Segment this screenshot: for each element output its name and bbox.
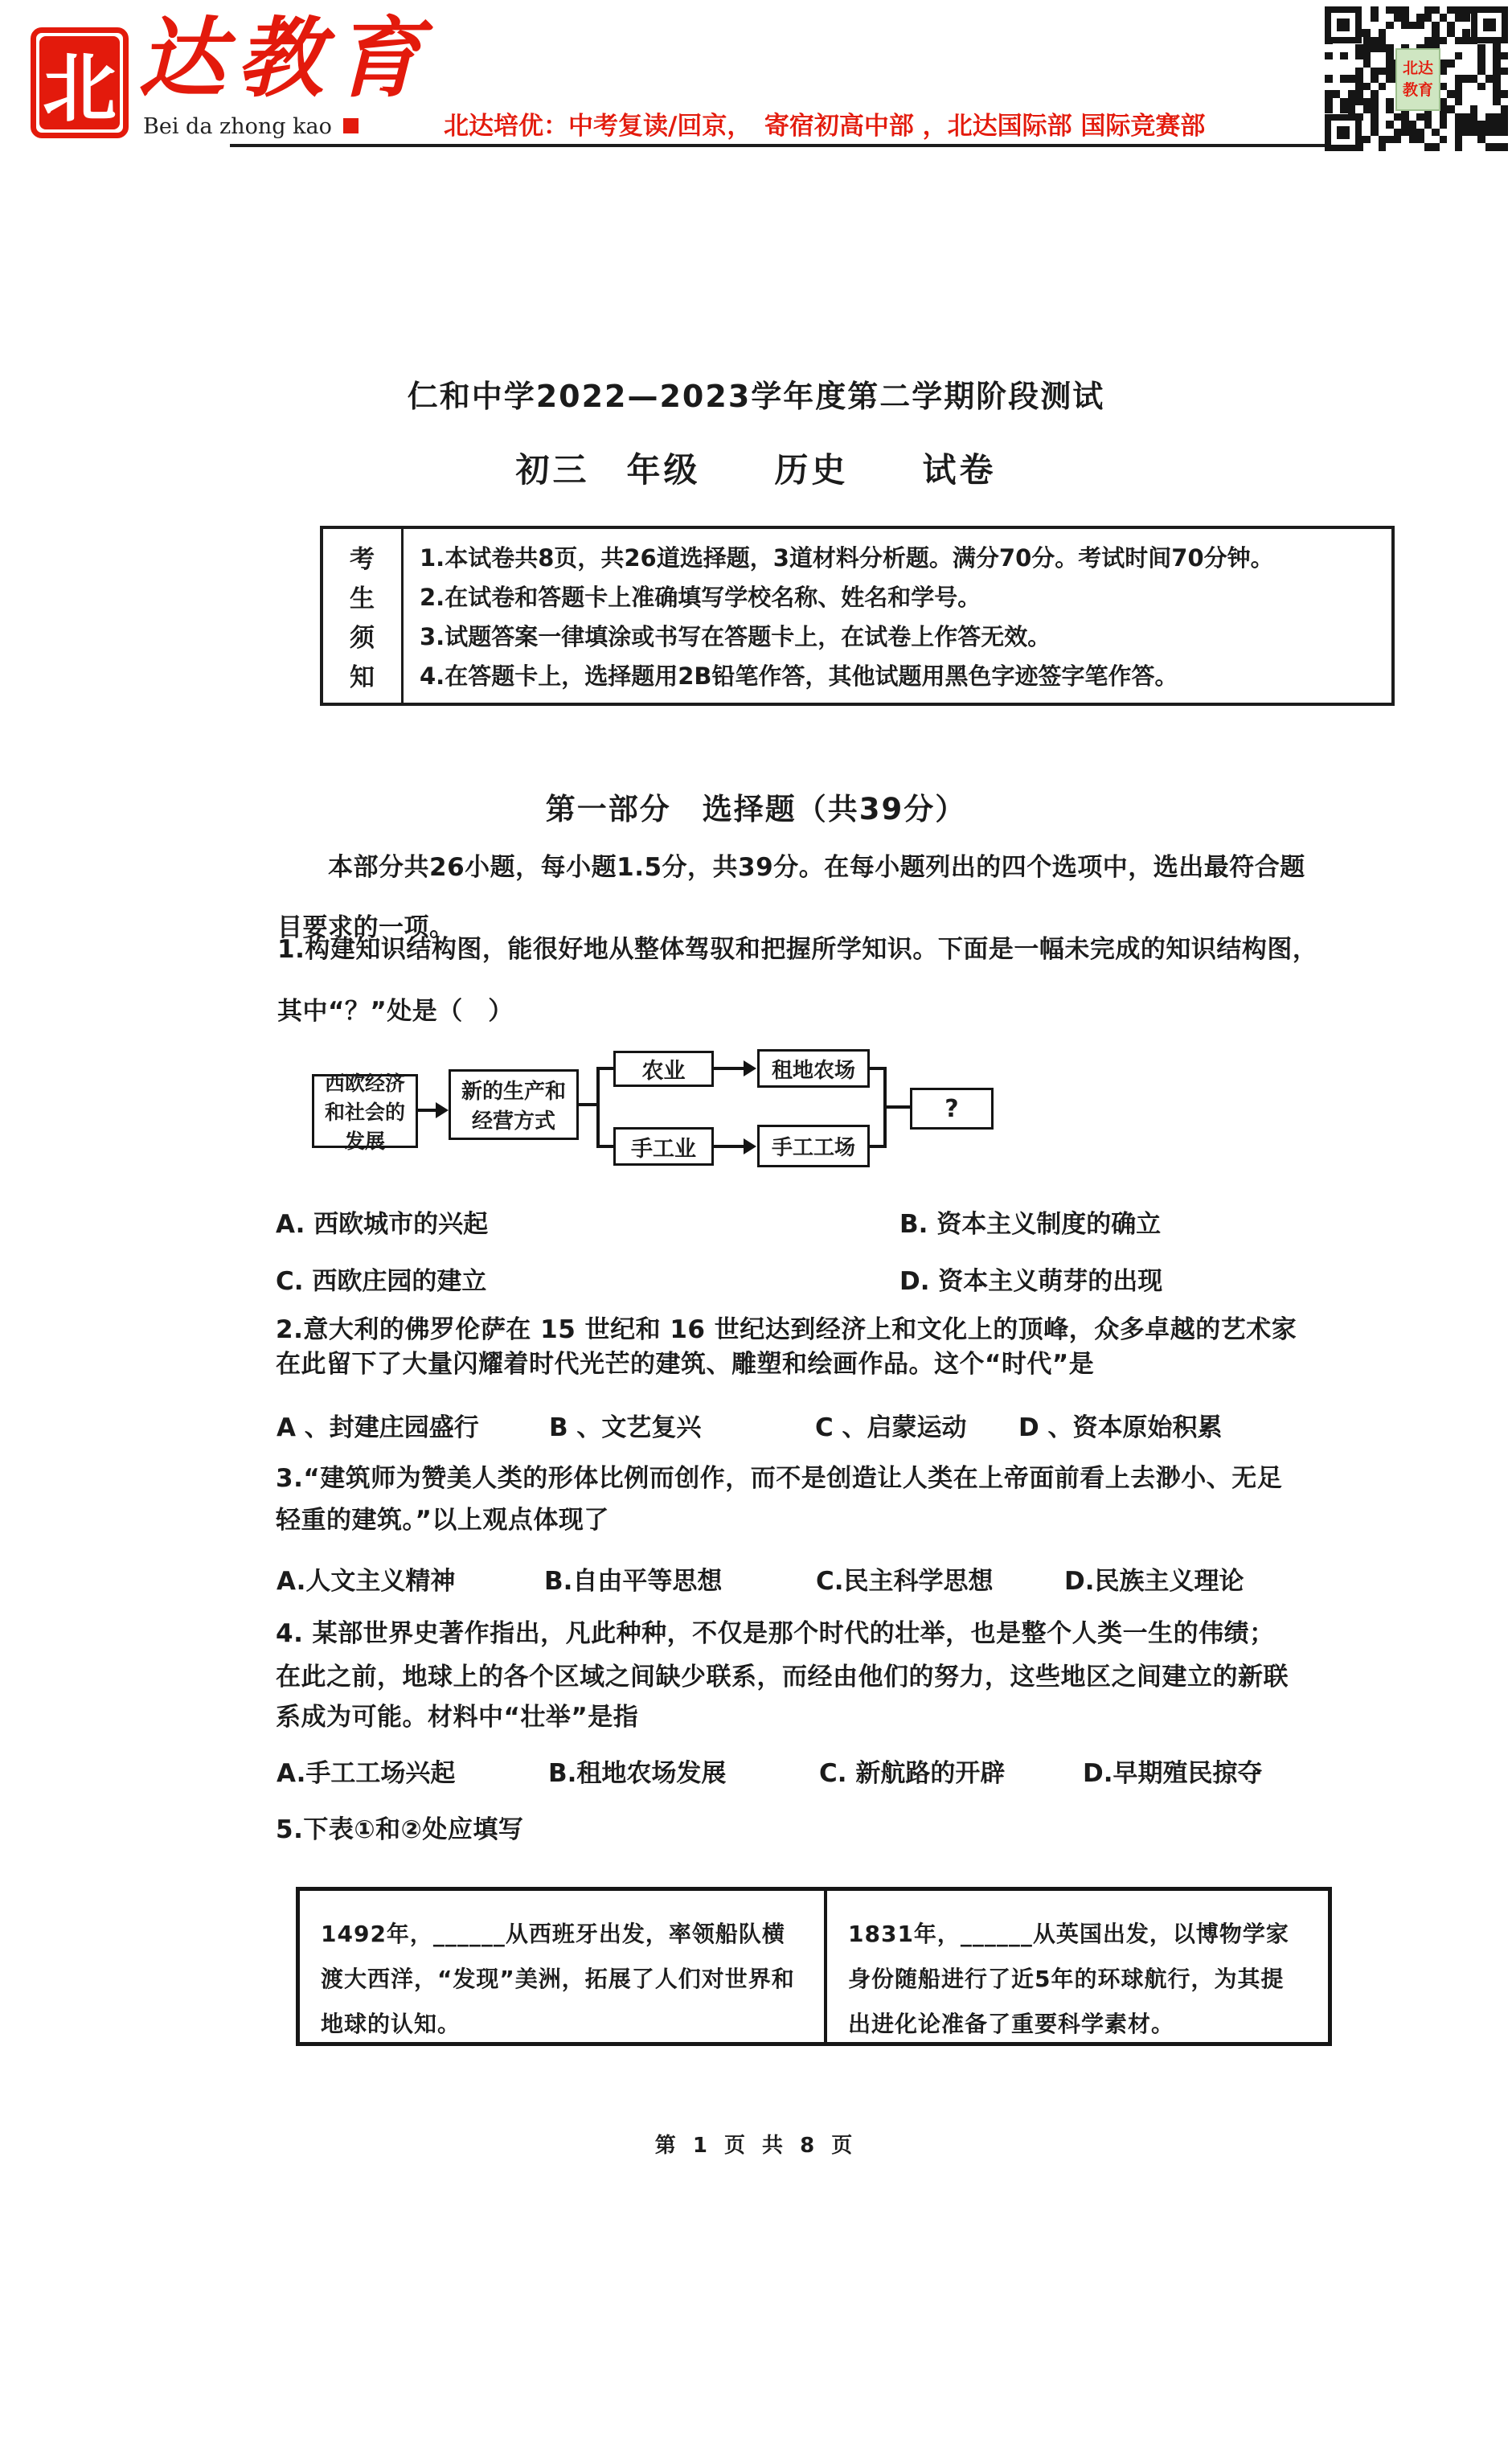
qr-module: [1455, 75, 1463, 82]
qr-module: [1355, 90, 1363, 97]
qr-module: [1493, 90, 1501, 97]
diagram-connector: [596, 1067, 613, 1070]
qr-module: [1470, 113, 1478, 121]
qr-module: [1455, 52, 1463, 59]
diagram-connector: [887, 1105, 910, 1109]
qr-module: [1477, 136, 1485, 143]
qr-module: [1485, 75, 1494, 82]
qr-module: [1363, 83, 1371, 90]
qr-module: [1386, 52, 1394, 59]
qr-module: [1379, 136, 1387, 143]
qr-module: [1348, 75, 1356, 82]
q2-option-b: B 、文艺复兴: [549, 1413, 702, 1442]
qr-module: [1501, 129, 1509, 136]
qr-module: [1394, 129, 1402, 136]
q3-option-b: B.自由平等思想: [544, 1567, 723, 1596]
q5-table-cell-darwin: 1831年，______从英国出发，以博物学家身份随船进行了近5年的环球航行，为其提出进化论准备了重要科学素材。: [848, 1921, 1289, 2037]
q3-option-d: D.民族主义理论: [1064, 1567, 1244, 1596]
qr-module: [1493, 52, 1501, 59]
qr-module: [1409, 22, 1417, 29]
qr-module: [1501, 105, 1509, 113]
qr-module: [1455, 90, 1463, 97]
diagram-connector: [579, 1103, 596, 1106]
header-divider: [230, 144, 1407, 147]
qr-module: [1432, 29, 1440, 36]
qr-module: [1371, 90, 1379, 97]
q5-table: [296, 1887, 1332, 2046]
qr-module: [1432, 129, 1440, 136]
qr-module: [1432, 6, 1440, 14]
qr-module: [1371, 98, 1379, 105]
section-intro-line1: 本部分共26小题，每小题1.5分，共39分。在每小题列出的四个选项中，选出最符合题: [328, 853, 1305, 882]
qr-module: [1462, 113, 1470, 121]
q1-stem-line2: 其中“？”处是（ ）: [277, 997, 514, 1026]
qr-finder-pattern: [1325, 114, 1362, 151]
qr-module: [1355, 44, 1363, 51]
notice-side-label: [323, 529, 404, 703]
section-heading: 第一部分 选择题（共39分）: [545, 792, 967, 826]
q2-stem-line2: 在此留下了大量闪耀着时代光芒的建筑、雕塑和绘画作品。这个“时代”是: [276, 1350, 1095, 1379]
logo-latin-subtitle: [143, 114, 359, 139]
qr-module: [1386, 75, 1394, 82]
qr-module: [1371, 105, 1379, 113]
qr-module: [1440, 37, 1448, 44]
qr-module: [1401, 129, 1409, 136]
exam-title: 仁和中学2022—2023学年度第二学期阶段测试: [407, 379, 1105, 414]
qr-module: [1424, 143, 1432, 150]
q3-option-c: C.民主科学思想: [816, 1567, 994, 1596]
qr-module: [1470, 105, 1478, 113]
diagram-connector: [596, 1067, 600, 1148]
qr-module: [1493, 129, 1501, 136]
qr-center-label: [1395, 48, 1440, 111]
qr-module: [1371, 129, 1379, 136]
qr-module: [1432, 37, 1440, 44]
q1-option-d: D. 资本主义萌芽的出现: [899, 1267, 1163, 1296]
qr-module: [1401, 113, 1409, 121]
q1-stem-line1: 1.构建知识结构图，能很好地从整体驾驭和把握所学知识。下面是一幅未完成的知识结构图，: [277, 935, 1318, 964]
qr-module: [1462, 37, 1470, 44]
diagram-connector: [418, 1109, 437, 1112]
q1-knowledge-diagram: [309, 1045, 1009, 1178]
qr-module: [1363, 52, 1371, 59]
qr-module: [1493, 83, 1501, 90]
q4-option-d: D.早期殖民掠夺: [1083, 1759, 1263, 1788]
qr-module: [1355, 98, 1363, 105]
notice-item: 2.在试卷和答题卡上准确填写学校名称、姓名和学号。: [420, 584, 981, 611]
notice-side-char: 须: [350, 624, 375, 653]
qr-module: [1455, 37, 1463, 44]
qr-module: [1501, 68, 1509, 75]
diagram-connector: [714, 1067, 744, 1070]
qr-module: [1501, 90, 1509, 97]
qr-module: [1416, 136, 1424, 143]
qr-module: [1416, 22, 1424, 29]
notice-item: 1.本试卷共8页，共26道选择题，3道材料分析题。满分70分。考试时间70分钟。: [420, 544, 1274, 572]
q3-option-a: A.人文主义精神: [277, 1567, 456, 1596]
qr-module: [1501, 52, 1509, 59]
q2-option-a: A 、封建庄园盛行: [277, 1413, 479, 1442]
qr-module: [1371, 44, 1379, 51]
qr-module: [1493, 113, 1501, 121]
notice-items: [404, 529, 1391, 703]
qr-module: [1424, 6, 1432, 14]
diagram-arrow-icon: [744, 1138, 756, 1154]
qr-module: [1462, 129, 1470, 136]
qr-module: [1477, 83, 1485, 90]
qr-module: [1470, 129, 1478, 136]
qr-module: [1379, 68, 1387, 75]
qr-module: [1409, 129, 1417, 136]
q2-option-d: D 、资本原始积累: [1018, 1413, 1223, 1442]
qr-module: [1416, 14, 1424, 21]
logo-latin-text: Bei da zhong kao: [143, 114, 332, 139]
qr-module: [1477, 52, 1485, 59]
qr-module: [1462, 14, 1470, 21]
qr-module: [1455, 98, 1463, 105]
qr-module: [1440, 113, 1448, 121]
exam-subtitle: 初三 年级 历史 试卷: [515, 450, 997, 490]
qr-module: [1455, 14, 1463, 21]
page-number: 第 1 页 共 8 页: [654, 2134, 858, 2158]
qr-module: [1416, 129, 1424, 136]
qr-label-line1: 北达: [1402, 59, 1433, 78]
qr-module: [1379, 29, 1387, 36]
qr-module: [1493, 44, 1501, 51]
diagram-arrow-icon: [744, 1060, 756, 1076]
qr-finder-pattern: [1325, 6, 1362, 43]
qr-module: [1477, 59, 1485, 67]
diagram-box-root: 西欧经济和社会的发展: [312, 1074, 418, 1148]
q4-option-c: C. 新航路的开辟: [819, 1759, 1006, 1788]
qr-module: [1485, 143, 1494, 150]
qr-module: [1493, 121, 1501, 128]
qr-module: [1424, 121, 1432, 128]
qr-module: [1455, 113, 1463, 121]
qr-module: [1379, 44, 1387, 51]
qr-module: [1424, 14, 1432, 21]
qr-module: [1447, 105, 1455, 113]
qr-module: [1379, 143, 1387, 150]
q4-stem-line3: 系成为可能。材料中“壮举”是指: [276, 1703, 639, 1732]
qr-module: [1462, 121, 1470, 128]
qr-module: [1485, 129, 1494, 136]
qr-module: [1493, 59, 1501, 67]
qr-module: [1462, 75, 1470, 82]
diagram-box-rent-farm: 租地农场: [757, 1049, 870, 1088]
qr-module: [1363, 37, 1371, 44]
qr-module: [1485, 113, 1494, 121]
qr-module: [1348, 98, 1356, 105]
qr-module: [1401, 121, 1409, 128]
qr-module: [1379, 37, 1387, 44]
qr-module: [1394, 14, 1402, 21]
q5-stem: 5.下表①和②处应填写: [276, 1815, 524, 1844]
qr-module: [1485, 121, 1494, 128]
qr-module: [1394, 136, 1402, 143]
q5-table-cell-columbus: 1492年，______从西班牙出发，率领船队横渡大西洋，“发现”美洲，拓展了人们对世界和地球的认知。: [300, 1891, 827, 2042]
q4-option-b: B.租地农场发展: [548, 1759, 727, 1788]
qr-module: [1386, 98, 1394, 105]
qr-module: [1371, 6, 1379, 14]
qr-module: [1501, 143, 1509, 150]
logo-stamp-character: 北: [39, 36, 120, 129]
qr-module: [1477, 129, 1485, 136]
qr-module: [1386, 68, 1394, 75]
qr-module: [1379, 83, 1387, 90]
red-square-icon: [343, 118, 359, 133]
notice-side-char: 生: [350, 584, 375, 613]
qr-module: [1363, 136, 1371, 143]
diagram-arrow-icon: [436, 1102, 449, 1118]
q4-stem-line1: 4. 某部世界史著作指出，凡此种种，不仅是那个时代的壮举，也是整个人类一生的伟绩；: [276, 1619, 1275, 1648]
q4-option-a: A.手工工场兴起: [277, 1759, 456, 1788]
diagram-box-agriculture: 农业: [613, 1051, 714, 1087]
q3-stem-line2: 轻重的建筑。”以上观点体现了: [276, 1506, 609, 1535]
qr-module: [1355, 75, 1363, 82]
qr-module: [1363, 59, 1371, 67]
qr-module: [1447, 29, 1455, 36]
qr-module: [1440, 136, 1448, 143]
qr-module: [1440, 14, 1448, 21]
qr-module: [1462, 29, 1470, 36]
qr-module: [1401, 14, 1409, 21]
notice-box: [320, 526, 1395, 706]
qr-module: [1386, 22, 1394, 29]
qr-module: [1455, 83, 1463, 90]
qr-module: [1363, 105, 1371, 113]
qr-module: [1401, 6, 1409, 14]
qr-module: [1355, 52, 1363, 59]
qr-module: [1371, 14, 1379, 21]
qr-module: [1470, 75, 1478, 82]
qr-module: [1325, 75, 1333, 82]
qr-module: [1432, 143, 1440, 150]
qr-module: [1386, 121, 1394, 128]
qr-module: [1355, 68, 1363, 75]
qr-module: [1493, 68, 1501, 75]
qr-module: [1340, 52, 1348, 59]
qr-module: [1424, 113, 1432, 121]
notice-item: 3.试题答案一律填涂或书写在答题卡上，在试卷上作答无效。: [420, 623, 1051, 650]
qr-module: [1363, 44, 1371, 51]
qr-module: [1386, 44, 1394, 51]
q2-stem-line1: 2.意大利的佛罗伦萨在 15 世纪和 16 世纪达到经济上和文化上的顶峰，众多卓越的艺术家: [276, 1315, 1297, 1344]
qr-module: [1424, 37, 1432, 44]
qr-module: [1394, 113, 1402, 121]
header-slogan: 北达培优：中考复读/回京， 寄宿初高中部 ，北达国际部 国际竞赛部: [444, 112, 1206, 141]
qr-module: [1348, 90, 1356, 97]
qr-module: [1355, 83, 1363, 90]
qr-module: [1386, 6, 1394, 14]
qr-module: [1401, 22, 1409, 29]
q4-stem-line2: 在此之前，地球上的各个区域之间缺少联系，而经由他们的努力，这些地区之间建立的新联: [276, 1663, 1289, 1691]
q3-stem-line1: 3.“建筑师为赞美人类的形体比例而创作，而不是创造让人类在上帝面前看上去渺小、无足: [276, 1464, 1283, 1493]
diagram-box-workshop: 手工工场: [757, 1125, 870, 1167]
qr-module: [1447, 6, 1455, 14]
qr-module: [1371, 121, 1379, 128]
notice-side-char: 考: [350, 545, 375, 574]
qr-module: [1371, 113, 1379, 121]
qr-module: [1493, 98, 1501, 105]
qr-module: [1501, 113, 1509, 121]
q2-option-c: C 、启蒙运动: [815, 1413, 967, 1442]
diagram-box-handicraft: 手工业: [613, 1127, 714, 1166]
q1-option-a: A. 西欧城市的兴起: [276, 1210, 489, 1239]
qr-module: [1432, 22, 1440, 29]
qr-label-line2: 教育: [1402, 81, 1433, 99]
qr-module: [1333, 90, 1341, 97]
qr-module: [1371, 75, 1379, 82]
qr-module: [1325, 90, 1333, 97]
notice-side-char: 知: [350, 663, 375, 692]
qr-module: [1348, 105, 1356, 113]
qr-module: [1340, 98, 1348, 105]
section-intro-line2: 目要求的一项。: [277, 913, 455, 942]
qr-module: [1416, 113, 1424, 121]
qr-module: [1493, 143, 1501, 150]
qr-module: [1462, 6, 1470, 14]
logo-brand-script: 达教育: [138, 8, 433, 109]
qr-module: [1470, 121, 1478, 128]
qr-module: [1363, 29, 1371, 36]
logo-stamp: [31, 27, 129, 138]
qr-module: [1440, 121, 1448, 128]
qr-module: [1455, 6, 1463, 14]
qr-module: [1447, 22, 1455, 29]
qr-module: [1340, 75, 1348, 82]
qr-module: [1409, 136, 1417, 143]
diagram-box-mode: 新的生产和经营方式: [449, 1069, 579, 1140]
qr-module: [1394, 6, 1402, 14]
qr-module: [1447, 90, 1455, 97]
qr-module: [1386, 59, 1394, 67]
qr-module: [1455, 121, 1463, 128]
qr-module: [1325, 105, 1333, 113]
qr-module: [1477, 121, 1485, 128]
qr-module: [1455, 129, 1463, 136]
qr-module: [1371, 37, 1379, 44]
qr-module: [1409, 121, 1417, 128]
qr-module: [1386, 136, 1394, 143]
qr-module: [1363, 98, 1371, 105]
qr-module: [1325, 98, 1333, 105]
q1-option-c: C. 西欧庄园的建立: [276, 1267, 487, 1296]
qr-module: [1455, 136, 1463, 143]
qr-module: [1477, 44, 1485, 51]
diagram-connector: [596, 1145, 613, 1148]
qr-code: [1325, 6, 1508, 151]
qr-module: [1447, 59, 1455, 67]
qr-module: [1325, 52, 1333, 59]
qr-module: [1386, 105, 1394, 113]
diagram-connector: [714, 1145, 744, 1148]
q1-option-b: B. 资本主义制度的确立: [899, 1210, 1162, 1239]
qr-module: [1455, 143, 1463, 150]
qr-module: [1477, 68, 1485, 75]
diagram-box-unknown: ?: [910, 1088, 994, 1130]
qr-module: [1371, 68, 1379, 75]
notice-item: 4.在答题卡上，选择题用2B铅笔作答，其他试题用黑色字迹签字笔作答。: [420, 662, 1178, 690]
qr-module: [1340, 105, 1348, 113]
qr-module: [1493, 75, 1501, 82]
qr-module: [1501, 121, 1509, 128]
qr-finder-pattern: [1471, 6, 1508, 43]
